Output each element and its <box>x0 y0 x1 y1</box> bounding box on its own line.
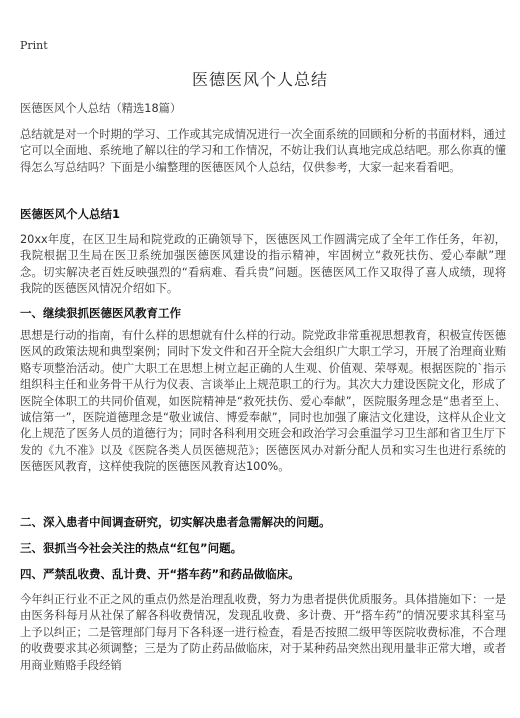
section-heading-fees: 四、严禁乱收费、乱计费、开“搭车药”和药品做临床。 <box>20 567 300 581</box>
paragraph-summary: 20xx年度，在区卫生局和院党政的正确领导下，医德医风工作圆满完成了全年工作任务，年初，我院根据卫生局在医卫系统加强医德医风建设的指示精神，牢固树立“救死扶伤、爱心奉献”理念。切实解决老百姓反映强烈的“看病难、看兵贵”问题。医德医风工作又取得了喜人成绩，现将我院的医德医风情况介绍如下。 <box>20 233 506 296</box>
section-heading-1: 医德医风个人总结1 <box>20 207 121 221</box>
paragraph-intro: 总结就是对一个时期的学习、工作或其完成情况进行一次全面系统的回顾和分析的书面材料，通过它可以全面地、系统地了解以往的学习和工作情况，不妨让我们认真地完成总结吧。那么你真的懂得怎么写总结吗？下面是小编整理的医德医风个人总结，仅供参考，大家一起来看看吧。 <box>20 128 506 174</box>
paragraph-education: 思想是行动的指南，有什么样的思想就有什么样的行动。院党政非常重视思想教育，积极宣传医德医风的政策法规和典型案例；同时下发文件和召开全院大会组织广大职工学习，开展了治理商业贿赂专项整治活动。使广大职工在思想上树立起正确的人生观、价值观、荣辱观。根据医院的`指示组织科主任和业务骨干从行为仪表、言谈举止上规范职工的行为。其次大力建设医院文化，形成了医院全体职工的共同价值观，如医院精神是“救死扶伤、爱心奉献”，医院服务理念是“患者至上、诚信第一”，医院道德理念是“敬业诚信、博爱奉献”，同时也加强了廉洁文化建设，这样从企业文化上规范了医务人员的道德行为；同时各科利用交班会和政治学习会重温学习卫生部和省卫生厅下发的《九不准》以及《医院各类人员医德规范》；医德医风办对新分配人员和实习生也进行系统的医德医风教育，这样使我院的医德医风教育达100%。 <box>20 329 506 474</box>
print-link[interactable]: Print <box>20 39 48 52</box>
page-title: 医德医风个人总结 <box>191 70 328 89</box>
section-heading-investigation: 二、深入患者中间调查研究，切实解决患者急需解决的问题。 <box>20 515 331 529</box>
section-heading-red-envelope: 三、狠抓当今社会关注的热点“红包”问题。 <box>20 541 243 555</box>
intro-line: 医德医风个人总结（精选18篇） <box>20 102 182 115</box>
paragraph-fees: 今年纠正行业不正之风的重点仍然是治理乱收费，努力为患者提供优质服务。具体措施如下：一是由医务科每月从社保了解各科收费情况，发现乱收费、多计费、开“搭车药”的情况要求其科室马上予以纠正；二是管理部门每月下各科逐一进行检查，看是否按照二级甲等医院收费标准，不合理的收费要求其必须调整；三是为了防止药品做临床，对于某种药品突然出现用量非正常大增，或者用商业贿赂手段经销 <box>20 593 506 672</box>
section-heading-education: 一、继续狠抓医德医风教育工作 <box>20 306 181 320</box>
